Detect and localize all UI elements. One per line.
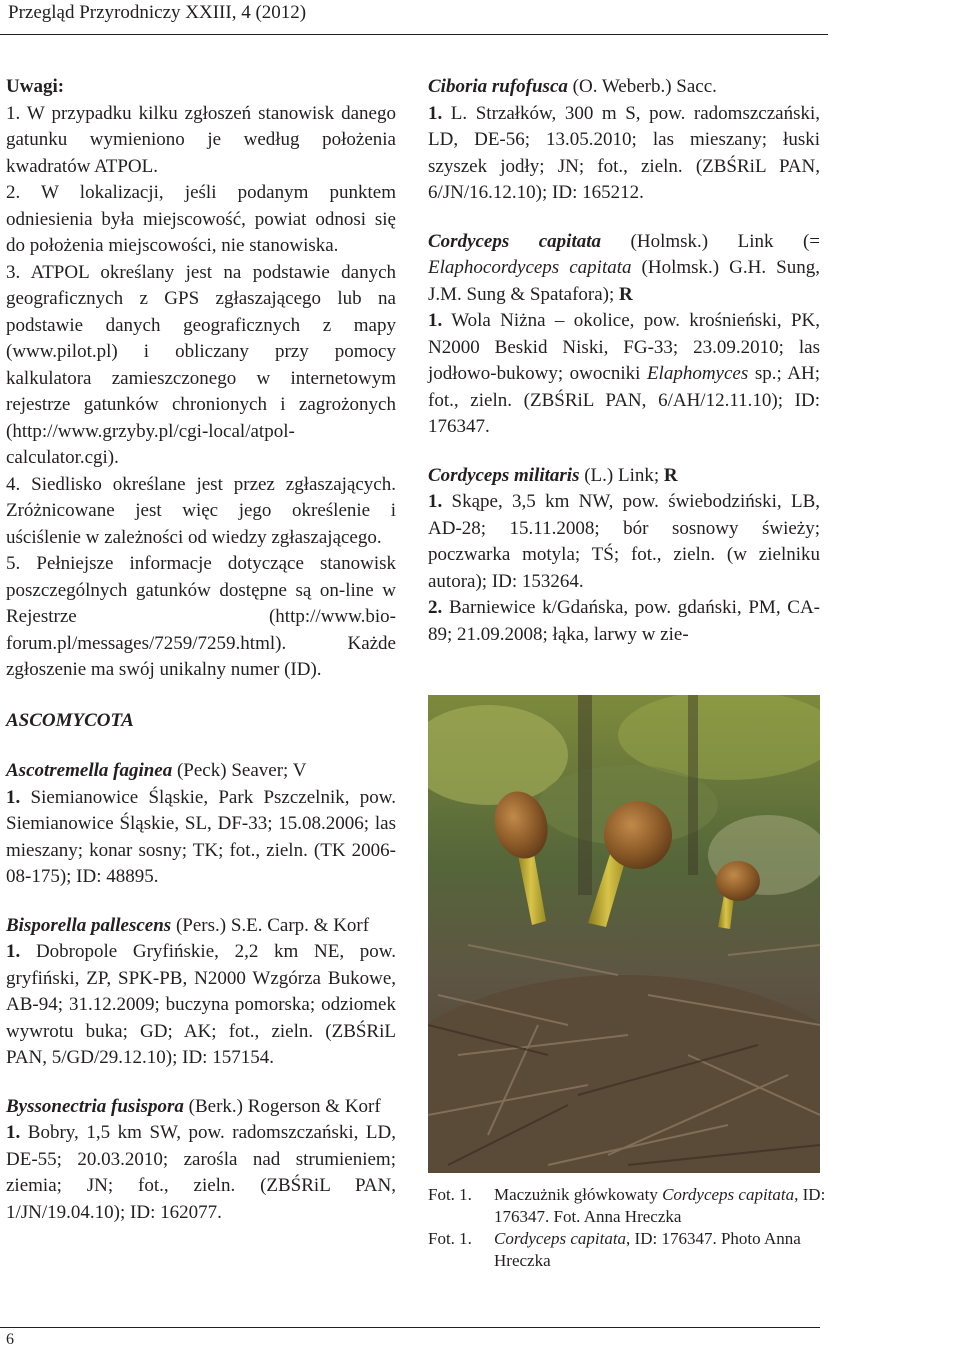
record-text: Dobropole Gryfińskie, 2,2 km NE, pow. gryfiński, ZP, SPK-PB, N2000 Wzgórza Bukowe, AB-94; 31.12.2009; buczyna pomorska; odziomek wywrotu buka; GD; AK; fot., zieln. (ZBŚRiL PAN, 5/GD/29.12.10); ID: 157154. — [6, 941, 396, 1068]
page-number: 6 — [6, 1331, 14, 1348]
species-name: Ciboria rufofusca — [428, 76, 568, 97]
footer-rule — [0, 1327, 820, 1328]
caption-label: Fot. 1. — [428, 1229, 472, 1248]
photo-cordyceps-capitata — [428, 695, 820, 1173]
record-number: 1. — [428, 310, 443, 331]
header-rule — [0, 34, 828, 35]
record-number: 1. — [6, 941, 21, 962]
caption-label: Fot. 1. — [428, 1185, 472, 1204]
section-heading: ASCOMYCOTA — [6, 709, 134, 731]
status-code: R — [619, 283, 633, 305]
right-column — [428, 74, 820, 648]
caption-species: Cordyceps capitata — [494, 1229, 627, 1248]
species-name: Bisporella pallescens — [6, 914, 172, 936]
species-author: (Holmsk.) Link (= — [601, 230, 821, 252]
notes-title: Uwagi: — [6, 76, 65, 97]
record-text: Siemianowice Śląskie, Park Pszczelnik, pow. Siemianowice Śląskie, SL, DF-33; 15.08.2006; las mieszany; konar sosny; TK; fot., zieln. (TK 2006-08-175); ID: 48895. — [6, 786, 396, 887]
species-entry — [428, 229, 820, 441]
caption-species: Cordyceps capitata — [662, 1185, 795, 1204]
photo-captions — [428, 1184, 828, 1272]
species-entry — [428, 463, 820, 649]
species-name: Byssonectria fusispora — [6, 1095, 184, 1117]
note-item: 2. W lokalizacji, jeśli podanym punktem odniesienia była miejscowość, powiat odnosi się do położenia miejscowości, nie stanowiska. — [6, 182, 396, 256]
record-number: 1. — [428, 102, 443, 124]
species-name: Ascotremella faginea — [6, 760, 173, 781]
record-text: Bobry, 1,5 km SW, pow. radomszczański, LD, DE-55; 20.03.2010; zarośla nad strumieniem; ziemia; JN; fot., zieln. (ZBŚRiL PAN, 1/JN/19.04.10); ID: 162077. — [6, 1122, 396, 1223]
photo-caption-en — [428, 1228, 828, 1272]
left-column — [6, 74, 396, 1226]
record-text: L. Strzałków, 300 m S, pow. radomszczański, LD, DE-56; 13.05.2010; las mieszany; łuski szyszek jodły; JN; fot., zieln. (ZBŚRiL PAN, 6/JN/16.12.10); ID: 165212. — [428, 102, 820, 203]
record-text: Skąpe, 3,5 km NW, pow. świebodziński, LB, AD-28; 15.11.2008; bór sosnowy świeży; poczwarka motyla; TŚ; fot., zieln. (w zielniku autora); ID: 153264. — [428, 491, 820, 592]
caption-text: , ID: 176347. Photo Anna Hreczka — [494, 1229, 801, 1270]
note-item: 1. W przypadku kilku zgłoszeń stanowisk danego gatunku wymieniono je według położenia kwadratów ATPOL. — [6, 102, 396, 177]
species-author: (L.) Link; — [579, 464, 664, 486]
record-number: 1. — [6, 786, 21, 808]
record-text: Wola Niżna – okolice, pow. krośnieński, PK, N2000 Beskid Niski, FG-33; 23.09.2010; las jodłowo-bukowy; owocniki — [428, 310, 820, 384]
species-entry — [6, 758, 396, 891]
species-author: (Holmsk.) G.H. Sung, J.M. Sung & Spatafora); — [428, 257, 820, 305]
species-name: Cordyceps capitata — [428, 230, 602, 252]
note-item: 5. Pełniejsze informacje dotyczące stanowisk poszczególnych gatunków dostępne są on-line w Rejestrze (http://www.bio-forum.pl/messages/7259/7259.html). Każde zgłoszenie ma swój unikalny numer (ID). — [6, 553, 396, 680]
running-head: Przegląd Przyrodniczy XXIII, 4 (2012) — [8, 2, 307, 23]
species-synonym: Elaphocordyceps capitata — [428, 257, 632, 278]
species-entry — [6, 1094, 396, 1227]
species-author: (O. Weberb.) Sacc. — [567, 76, 717, 97]
record-number: 1. — [6, 1122, 21, 1143]
caption-text: Maczużnik główkowaty — [494, 1185, 663, 1204]
status-code: R — [663, 464, 678, 486]
species-name: Cordyceps militaris — [428, 464, 580, 486]
species-entry — [6, 913, 396, 1072]
note-item: 3. ATPOL określany jest na podstawie danych geograficznych z GPS zgłaszającego lub na podstawie danych geograficznych z mapy (www.pilot.pl) i obliczany przy pomocy kalkulatora zamieszczonego w internetowym rejestrze gatunków chronionych i zagrożonych (http://www.grzyby.pl/cgi-local/atpol-calculator.cgi). — [6, 261, 396, 468]
species-author: (Peck) Seaver; V — [172, 760, 307, 781]
record-number: 1. — [428, 491, 443, 512]
species-author: (Berk.) Rogerson & Korf — [183, 1095, 381, 1117]
record-text-italic: Elaphomyces — [646, 363, 749, 384]
record-text: sp.; AH; fot., zieln. (ZBŚRiL PAN, 6/AH/12.11.10); ID: 176347. — [428, 363, 820, 437]
record-number: 2. — [428, 597, 443, 618]
species-entry — [428, 74, 820, 207]
note-item: 4. Siedlisko określane jest przez zgłaszających. Zróżnicowane jest więc jego określenie i uściślenie w zależności od wiedzy zgłaszającego. — [6, 473, 396, 548]
record-text: Barniewice k/Gdańska, pow. gdański, PM, CA-89; 21.09.2008; łąka, larwy w zie- — [428, 597, 820, 645]
photo-caption-pl — [428, 1184, 828, 1228]
species-author: (Pers.) S.E. Carp. & Korf — [171, 914, 370, 936]
caption-text: , ID: 176347. Fot. Anna Hreczka — [494, 1185, 826, 1226]
